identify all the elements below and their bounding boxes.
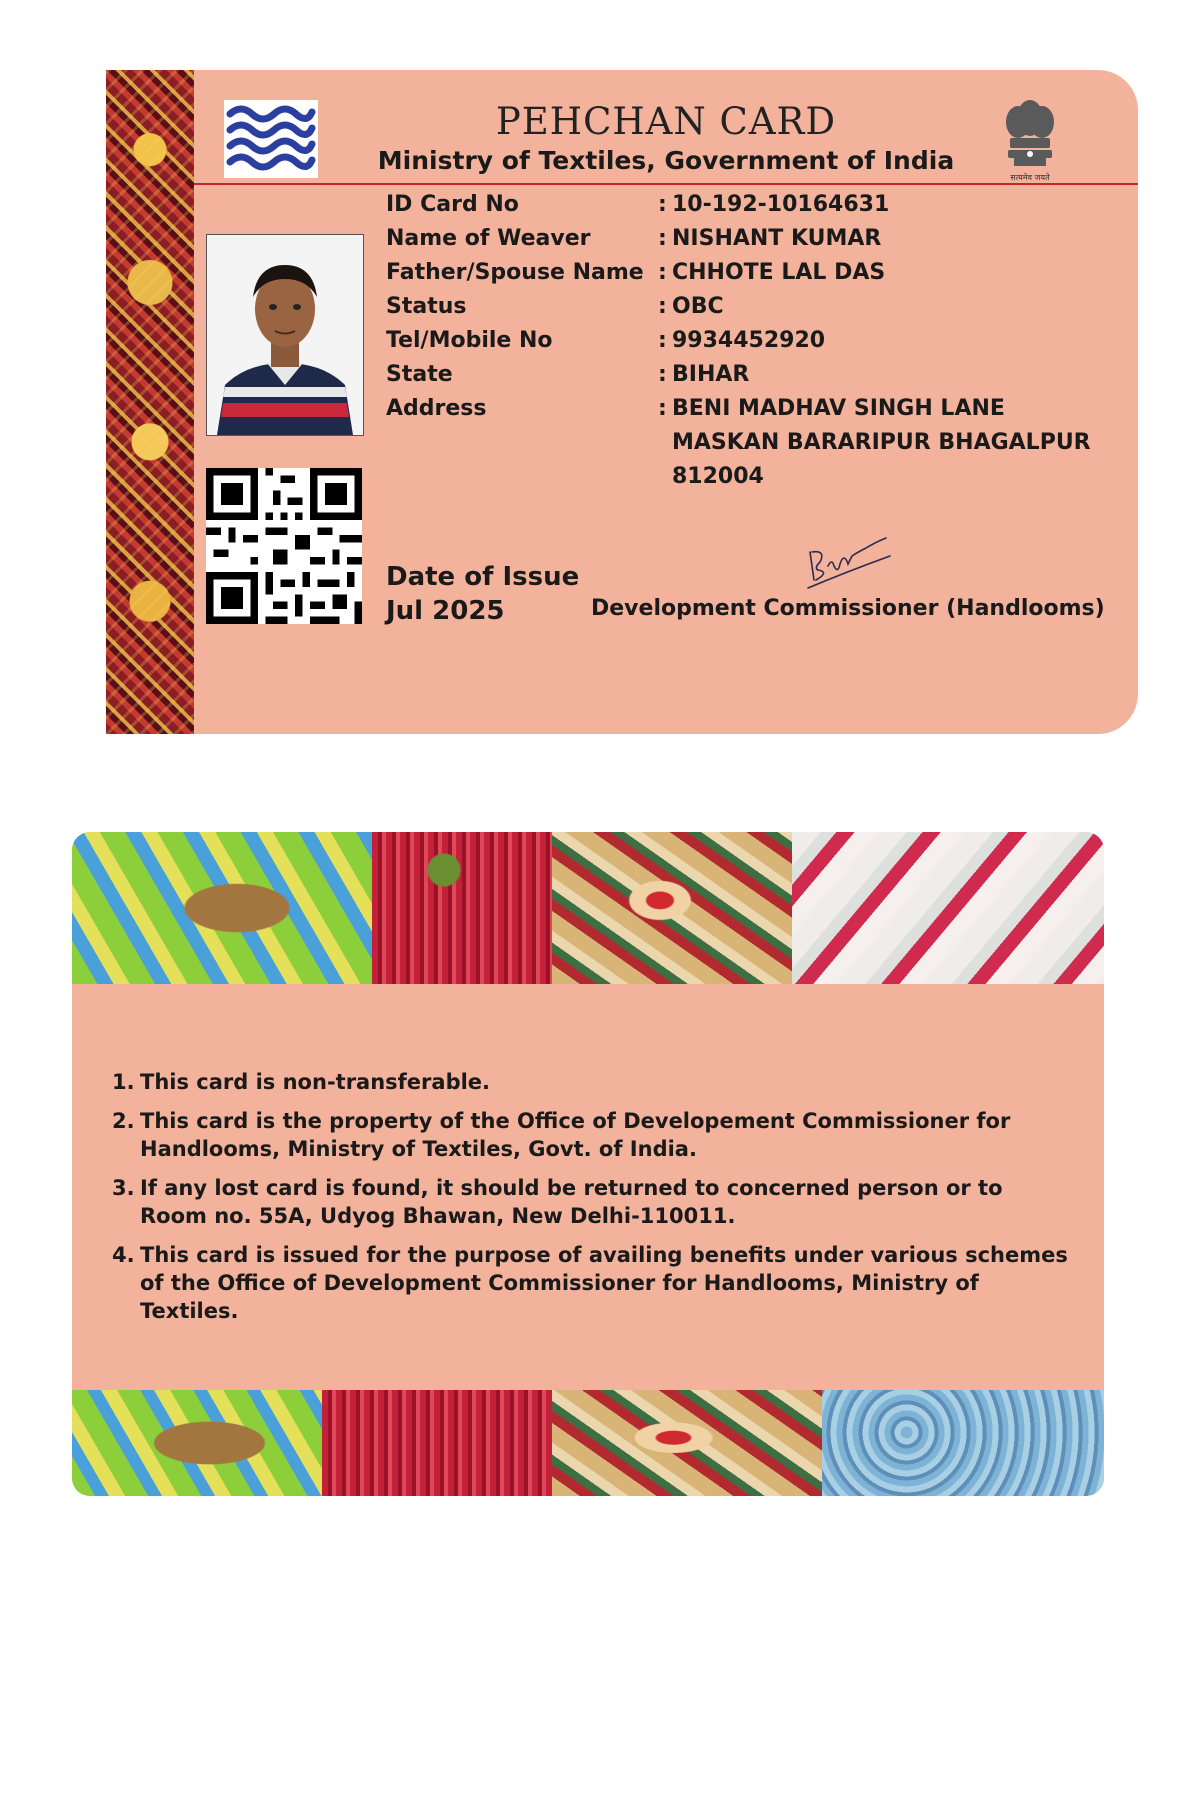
fabric-swatch	[372, 832, 552, 984]
term-number: 2.	[112, 1109, 135, 1133]
signature	[796, 522, 896, 592]
fabric-swatch	[552, 1390, 822, 1496]
field-father-spouse-name	[386, 256, 1092, 290]
weaver-details	[386, 188, 1092, 494]
term-item	[112, 1174, 1072, 1230]
term-text: This card is non-transferable.	[140, 1070, 491, 1094]
fabric-banner-top	[72, 832, 1104, 984]
card-title: PEHCHAN CARD	[495, 100, 837, 143]
field-address	[386, 392, 1092, 426]
term-text: This card is the property of the Office of Developement Commissioner for Handlooms, Ministry of Textiles, Govt. of India.	[140, 1109, 1011, 1161]
emblem-motto: सत्यमेव जयते	[1010, 173, 1050, 182]
term-text: If any lost card is found, it should be returned to concerned person or to Room no. 55A, Udyog Bhawan, New Delhi-110011.	[140, 1176, 1003, 1228]
term-number: 4.	[112, 1243, 135, 1267]
textile-border-strip	[106, 70, 194, 734]
field-value: CHHOTE LAL DAS	[672, 260, 886, 285]
field-colon: :	[658, 226, 667, 251]
field-value: 10-192-10164631	[672, 192, 890, 217]
handloom-logo-icon	[224, 100, 318, 178]
card-back	[72, 832, 1104, 1496]
field-state	[386, 358, 1092, 392]
date-of-issue-value: Jul 2025	[386, 596, 505, 626]
term-number: 1.	[112, 1070, 135, 1094]
card-subtitle: Ministry of Textiles, Government of India	[377, 146, 955, 175]
weaver-photo	[206, 234, 364, 436]
address-line: MASKAN BARARIPUR BHAGALPUR	[672, 430, 1091, 455]
fabric-swatch	[72, 832, 372, 984]
field-label: Father/Spouse Name	[386, 260, 644, 285]
field-name-of-weaver	[386, 222, 1092, 256]
field-status	[386, 290, 1092, 324]
qr-code	[206, 468, 362, 624]
signer-title: Development Commissioner (Handlooms)	[591, 596, 1105, 621]
fabric-swatch	[822, 1390, 1104, 1496]
field-label: Status	[386, 294, 467, 319]
field-colon: :	[658, 192, 667, 217]
term-item	[112, 1241, 1072, 1325]
field-value: BENI MADHAV SINGH LANE	[672, 396, 1005, 421]
field-value: NISHANT KUMAR	[672, 226, 882, 251]
term-item	[112, 1107, 1072, 1163]
fabric-swatch	[552, 832, 792, 984]
fabric-swatch	[322, 1390, 552, 1496]
field-colon: :	[658, 294, 667, 319]
fabric-swatch	[72, 1390, 322, 1496]
field-colon: :	[658, 362, 667, 387]
field-label: ID Card No	[386, 192, 519, 217]
address-line: 812004	[672, 464, 764, 489]
terms-list	[112, 1068, 1072, 1336]
field-label: State	[386, 362, 453, 387]
field-label: Name of Weaver	[386, 226, 591, 251]
national-emblem-icon	[998, 92, 1062, 182]
term-number: 3.	[112, 1176, 135, 1200]
date-of-issue-label: Date of Issue	[386, 562, 580, 592]
field-colon: :	[658, 328, 667, 353]
field-value: OBC	[672, 294, 724, 319]
field-value: 9934452920	[672, 328, 826, 353]
fabric-banner-bottom	[72, 1390, 1104, 1496]
field-label: Address	[386, 396, 487, 421]
field-value: BIHAR	[672, 362, 750, 387]
card-front	[106, 70, 1138, 734]
field-colon: :	[658, 260, 667, 285]
term-item	[112, 1068, 1072, 1096]
header-divider	[194, 183, 1138, 185]
field-colon: :	[658, 396, 667, 421]
field-id-card-no	[386, 188, 1092, 222]
fabric-swatch	[792, 832, 1104, 984]
field-tel-mobile-no	[386, 324, 1092, 358]
field-label: Tel/Mobile No	[386, 328, 553, 353]
term-text: This card is issued for the purpose of availing benefits under various schemes of the Office of Development Commissioner for Handlooms, Ministry of Textiles.	[140, 1243, 1068, 1323]
